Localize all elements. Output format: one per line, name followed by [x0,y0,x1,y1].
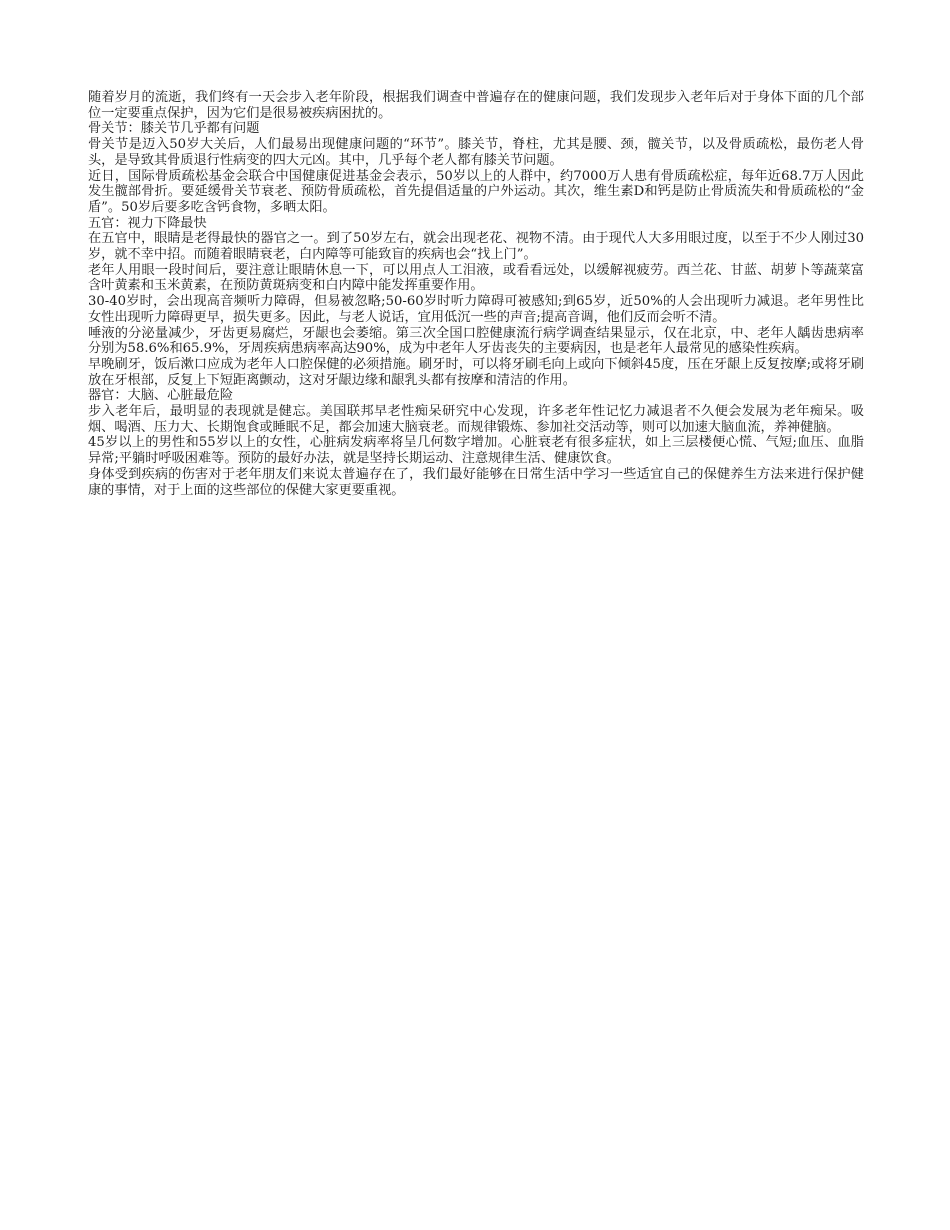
intro-paragraph: 随着岁月的流逝，我们终有一天会步入老年阶段，根据我们调查中普遍存在的健康问题，我们发现步入老年后对于身体下面的几个部位一定要重点保护，因为它们是很易被疾病困扰的。 [88,90,864,121]
paragraph: 早晚刷牙，饭后漱口应成为老年人口腔保健的必须措施。刷牙时，可以将牙刷毛向上或向下倾斜45度，压在牙龈上反复按摩;或将牙刷放在牙根部，反复上下短距离颤动，这对牙龈边缘和龈乳头都有按摩和清洁的作用。 [88,356,864,388]
paragraph: 近日，国际骨质疏松基金会联合中国健康促进基金会表示，50岁以上的人群中，约7000万人患有骨质疏松症，每年近68.7万人因此发生髋部骨折。要延缓骨关节衰老、预防骨质疏松，首先提倡适量的户外运动。其次，维生素D和钙是防止骨质流失和骨质疏松的“金盾”。50岁后要多吃含钙食物，多晒太阳。 [88,168,864,215]
document-body [88,90,864,498]
paragraph: 骨关节是迈入50岁大关后，人们最易出现健康问题的“环节”。膝关节，脊柱，尤其是腰、颈，髋关节，以及骨质疏松，最伤老人骨头，是导致其骨质退行性病变的四大元凶。其中，几乎每个老人都有膝关节问题。 [88,137,864,168]
paragraph: 步入老年后，最明显的表现就是健忘。美国联邦早老性痴呆研究中心发现，许多老年性记忆力减退者不久便会发展为老年痴呆。吸烟、喝酒、压力大、长期饱食或睡眠不足，都会加速大脑衰老。而规律锻炼、参加社交活动等，则可以加速大脑血流，养神健脑。 [88,404,864,435]
closing-paragraph: 身体受到疾病的伤害对于老年朋友们来说太普遍存在了，我们最好能够在日常生活中学习一些适宜自己的保健养生方法来进行保护健康的事情，对于上面的这些部位的保健大家更要重视。 [88,466,864,498]
section-heading-bones: 骨关节：膝关节几乎都有问题 [88,121,260,137]
section-heading-senses: 五官：视力下降最快 [88,215,207,231]
paragraph: 30-40岁时，会出现高音频听力障碍，但易被忽略;50-60岁时听力障碍可被感知;到65岁，近50%的人会出现听力减退。老年男性比女性出现听力障碍更早，损失更多。因此，与老人说话，宜用低沉一些的声音;提高音调，他们反而会听不清。 [88,294,864,325]
paragraph: 唾液的分泌量减少，牙齿更易腐烂，牙龈也会萎缩。第三次全国口腔健康流行病学调查结果显示，仅在北京，中、老年人龋齿患病率分别为58.6%和65.9%，牙周疾病患病率高达90%，成为中老年人牙齿丧失的主要病因，也是老年人最常见的感染性疾病。 [88,325,864,357]
paragraph: 45岁以上的男性和55岁以上的女性，心脏病发病率将呈几何数字增加。心脏衰老有很多症状，如上三层楼便心慌、气短;血压、血脂异常;平躺时呼吸困难等。预防的最好办法，就是坚持长期运动、注意规律生活、健康饮食。 [88,435,864,467]
paragraph: 在五官中，眼睛是老得最快的器官之一。到了50岁左右，就会出现老花、视物不清。由于现代人大多用眼过度，以至于不少人刚过30岁，就不幸中招。而随着眼睛衰老，白内障等可能致盲的疾病也会“找上门”。 [88,231,864,263]
paragraph: 老年人用眼一段时间后，要注意让眼睛休息一下，可以用点人工泪液，或看看远处，以缓解视疲劳。西兰花、甘蓝、胡萝卜等蔬菜富含叶黄素和玉米黄素，在预防黄斑病变和白内障中能发挥重要作用。 [88,262,864,294]
section-heading-organs: 器官：大脑、心脏最危险 [88,388,234,404]
